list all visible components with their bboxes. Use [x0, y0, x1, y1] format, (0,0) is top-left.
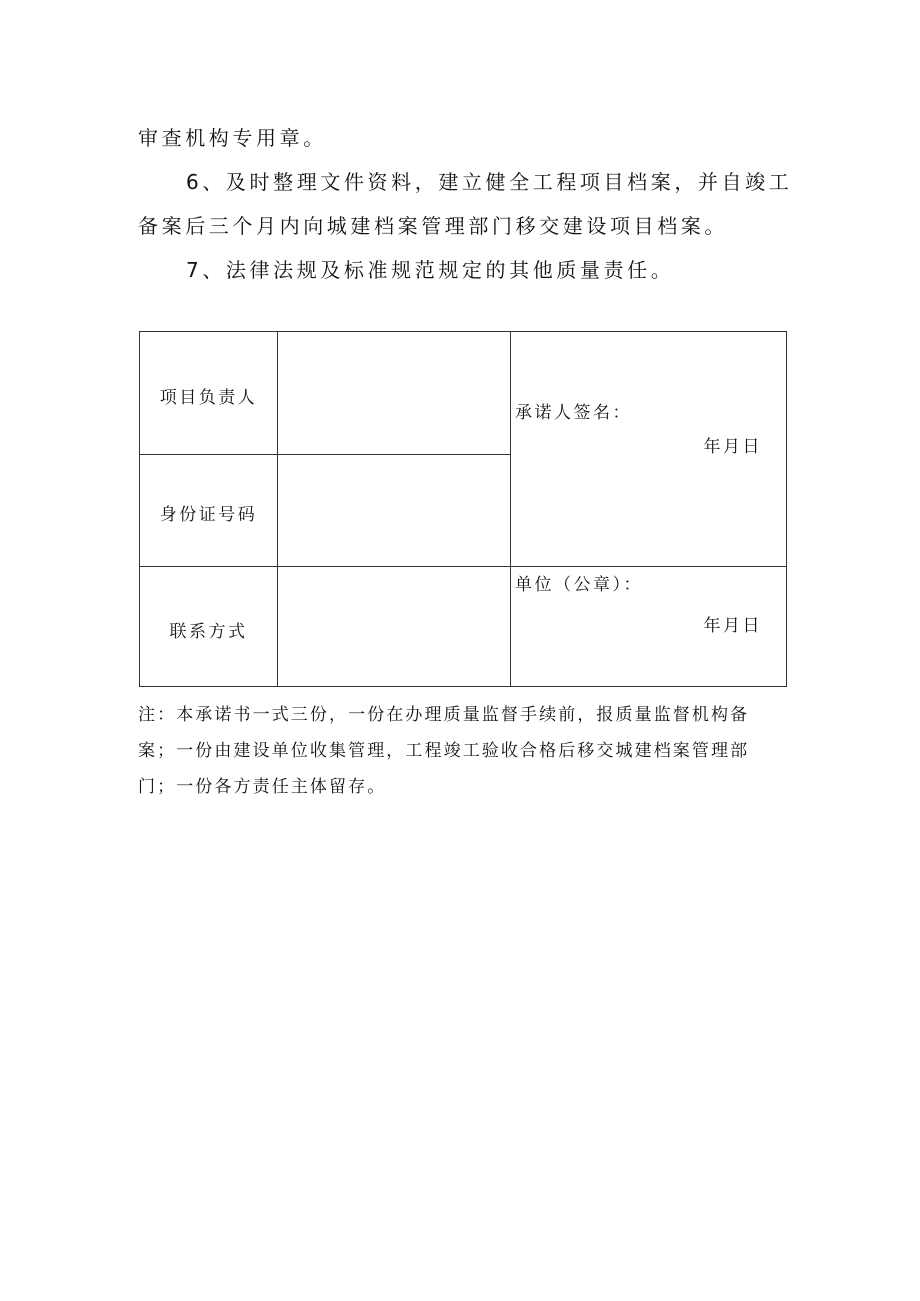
commitment-table [139, 331, 787, 687]
unit-stamp-label: 单位（公章）： [515, 575, 643, 595]
signature-label: 承诺人签名： [515, 403, 632, 423]
project-leader-value [278, 332, 511, 455]
unit-stamp-cell [511, 567, 787, 687]
id-number-label: 身份证号码 [159, 505, 258, 525]
item-6-line-2: 备案后三个月内向城建档案管理部门移交建设项目档案。 [138, 214, 728, 238]
note-line-2: 案；一份由建设单位收集管理，工程竣工验收合格后移交城建档案管理部 [138, 741, 750, 761]
note-line-3: 门；一份各方责任主体留存。 [138, 777, 387, 797]
item-6-line-1: 6、及时整理文件资料，建立健全工程项目档案，并自竣工 [186, 170, 793, 194]
label-cell [140, 567, 278, 687]
text-line-review-stamp: 审查机构专用章。 [138, 126, 327, 150]
project-leader-label: 项目负责人 [159, 388, 258, 408]
contact-value [278, 567, 511, 687]
signature-cell [511, 332, 787, 567]
unit-date: 年月日 [703, 616, 762, 636]
id-number-value [278, 455, 511, 567]
note-line-1: 注：本承诺书一式三份，一份在办理质量监督手续前，报质量监督机构备 [138, 705, 750, 725]
table-row [140, 567, 787, 687]
label-cell [140, 455, 278, 567]
label-cell [140, 332, 278, 455]
signature-date: 年月日 [703, 437, 762, 457]
contact-label: 联系方式 [169, 622, 248, 642]
table-row [140, 332, 787, 455]
item-7: 7、法律法规及标准规范规定的其他质量责任。 [186, 258, 675, 282]
